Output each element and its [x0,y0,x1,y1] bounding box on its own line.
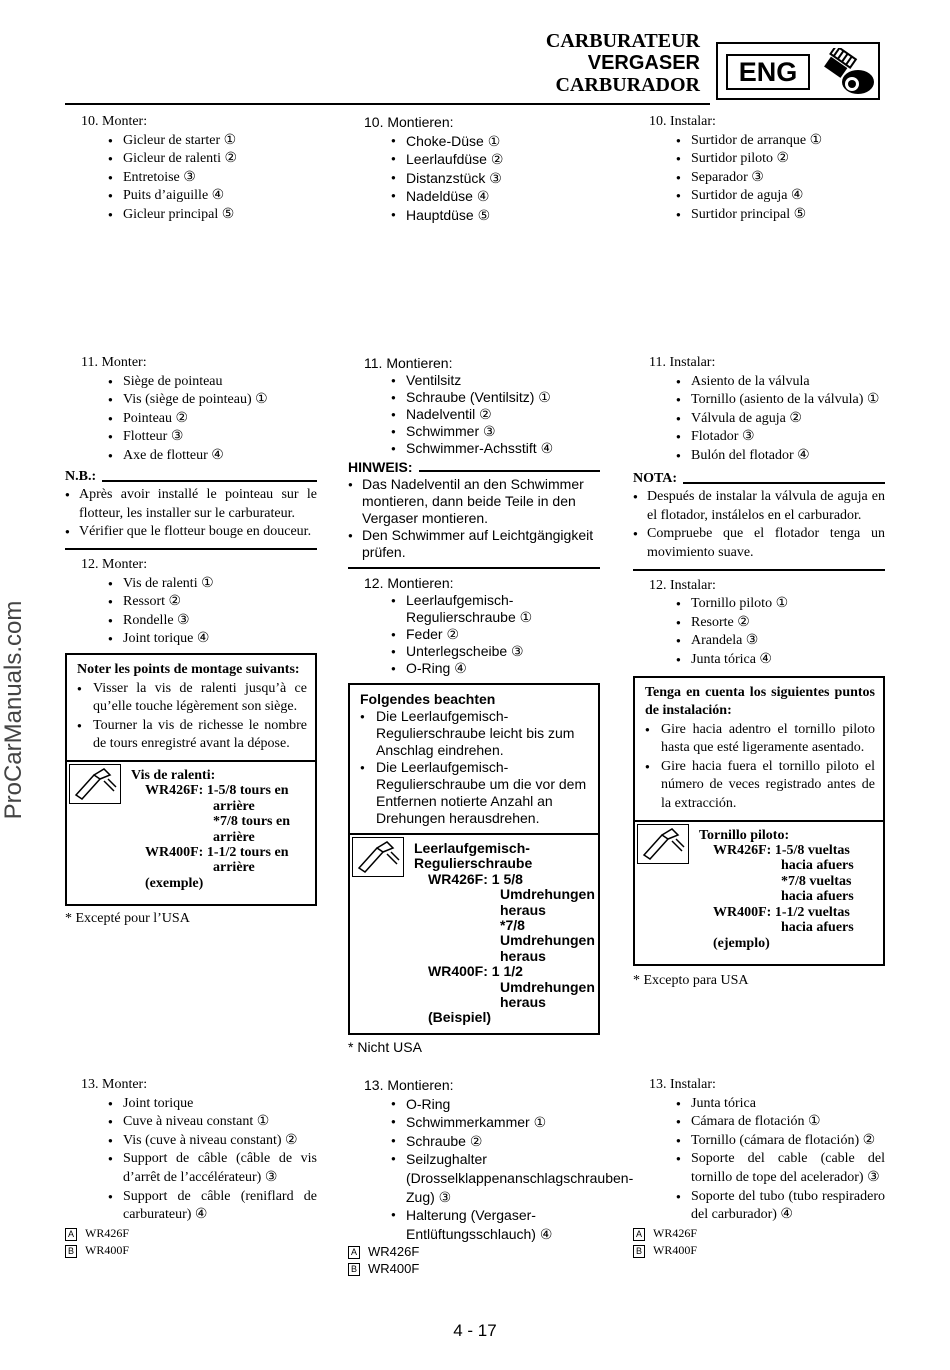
list-item: ● Leerlaufgemisch-Regulierschraube ① [348,592,600,626]
caliper-icon [352,837,404,877]
list-item: ● Válvula de aguja ② [633,410,885,429]
header-rule [65,103,710,105]
box-bullet: ● Gire hacia fuera el tornillo piloto el número de veces registrado antes de la extracción. [645,758,875,814]
footnote: * Nicht USA [348,1039,422,1055]
column-french [65,113,317,225]
list-item: ● Feder ② [348,626,600,643]
spec-line: *7/8 tours en [213,814,290,830]
step-12-head: 12. Montieren: [364,575,454,591]
list-item: ● Schraube ② [348,1132,600,1151]
list-item: ● Hauptdüse ⑤ [348,206,600,225]
spec-line: (exemple) [145,875,204,891]
chapter-badge [716,42,880,100]
list-item: ● Schwimmerkammer ① [348,1113,600,1132]
list-item: ● Surtidor de arranque ① [633,132,885,151]
list-item: ● Schraube (Ventilsitz) ① [348,389,600,406]
spec-title: Leerlaufgemisch-Regulierschraube [414,840,533,872]
footnote: * Excepto para USA [633,972,749,988]
spec-panel [67,760,315,904]
spec-line: *7/8 vueltas [781,873,852,889]
list-item: ● Gicleur principal ⑤ [65,206,317,225]
column-french-lower [65,354,317,928]
note-bullet: ● Compruebe que el flotador tenga un movimiento suave. [633,525,885,562]
note-bullet: ● Después de instalar la válvula de aguja en el flotador, instálelos en el carburador. [633,488,885,525]
spec-panel [635,820,883,964]
list-item: ● Support de câble (reniflard de carburateur) ④ [65,1188,317,1225]
list-item: ● Gicleur de starter ① [65,132,317,151]
spec-line: *7/8 Umdrehungen heraus [500,917,595,964]
spec-line: WR426F: 1-5/8 tours en [145,783,289,799]
spec-line: WR400F: 1-1/2 tours en [145,844,289,860]
list-item: ● Tornillo piloto ① [633,595,885,614]
step-11-head: 11. Monter: [81,355,147,370]
spec-line: Umdrehungen heraus [500,886,595,918]
engine-wrench-icon [818,48,876,96]
spec-line: WR426F: 1 5/8 [428,870,523,887]
list-item: ● O-Ring [348,1095,600,1114]
column-french-bottom [65,1076,317,1259]
chapter-title [546,30,700,96]
list-item: ● Halterung (Vergaser-Entlüftungsschlauch) ④ [348,1206,600,1243]
installation-points-box [633,676,885,966]
model-label-b: B WR400F [348,1260,600,1277]
list-item: ● Junta tórica ④ [633,651,885,670]
note-bullet: ● Den Schwimmer auf Leichtgängigkeit prüfen. [348,527,600,561]
note-end-rule [633,569,885,571]
side-watermark: ProCarManuals.com [0,600,27,820]
list-item: ● Distanzstück ③ [348,169,600,188]
step-10-head: 10. Instalar: [649,114,716,129]
model-label-a: A WR426F [348,1243,600,1260]
note-heading: HINWEIS: [348,459,600,476]
list-item: ● Tornillo (cámara de flotación) ② [633,1132,885,1151]
list-item: ● Gicleur de ralenti ② [65,150,317,169]
spec-title: Vis de ralenti: [131,767,216,783]
list-item: ● Ressort ② [65,593,317,612]
note-bullet: ● Après avoir installé le pointeau sur le flotteur, les installer sur le carburateur. [65,486,317,523]
step-13-head: 13. Instalar: [649,1077,716,1092]
list-item: ● Nadeldüse ④ [348,187,600,206]
list-item: ● Joint torique [65,1095,317,1114]
column-spanish-bottom [633,1076,885,1259]
model-label-b: B WR400F [65,1242,317,1259]
list-item: ● Junta tórica [633,1095,885,1114]
list-item: ● Cámara de flotación ① [633,1113,885,1132]
title-fr: CARBURATEUR [545,30,700,52]
installation-points-box [65,653,317,906]
box-title: Folgendes beachten [360,691,496,707]
step-13-head: 13. Monter: [81,1077,148,1092]
spec-line: (ejemplo) [713,935,770,951]
list-item: ● Seilzughalter (Drosselklappenanschlagschrauben-Zug) ③ [348,1150,600,1206]
list-item: ● Flotador ③ [633,428,885,447]
list-item: ● Ventilsitz [348,372,600,389]
spec-line: WR426F: 1-5/8 vueltas [713,843,850,859]
column-spanish [633,113,885,225]
list-item: ● Schwimmer-Achsstift ④ [348,440,600,457]
list-item: ● Puits d’aiguille ④ [65,187,317,206]
spec-title: Tornillo piloto: [699,827,790,843]
list-item: ● O-Ring ④ [348,660,600,677]
list-item: ● Asiento de la válvula [633,373,885,392]
list-item: ● Siège de pointeau [65,373,317,392]
list-item: ● Arandela ③ [633,632,885,651]
note-bullet: ● Das Nadelventil an den Schwimmer montieren, dann beide Teile in den Vergaser montieren. [348,476,600,527]
spec-line: WR400F: 1-1/2 vueltas [713,904,850,920]
step-11-head: 11. Instalar: [649,355,716,370]
list-item: ● Soporte del tubo (tubo respiradero del carburador) ④ [633,1188,885,1225]
column-german-lower [348,355,600,1056]
list-item: ● Separador ③ [633,169,885,188]
model-label-a: A WR426F [633,1225,885,1242]
list-item: ● Axe de flotteur ④ [65,447,317,466]
list-item: ● Pointeau ② [65,410,317,429]
spec-line: WR400F: 1 1/2 [428,963,523,980]
note-end-rule [65,548,317,550]
spec-line: arrière [213,860,255,876]
step-11-head: 11. Montieren: [364,355,453,371]
step-12-head: 12. Instalar: [649,577,716,593]
spec-line: arrière [213,798,255,814]
column-german [348,113,600,225]
box-title: Noter les points de montage suivants: [77,661,300,677]
step-12-head: 12. Monter: [81,556,148,572]
list-item: ● Tornillo (asiento de la válvula) ① [633,391,885,410]
list-item: ● Joint torique ④ [65,630,317,649]
list-item: ● Soporte del cable (cable del tornillo de tope del acelerador) ③ [633,1150,885,1187]
spec-line: Umdrehungen heraus [500,978,595,1011]
badge-label: ENG [726,54,810,90]
title-es: CARBURADOR [555,74,700,96]
list-item: ● Surtidor piloto ② [633,150,885,169]
list-item: ● Flotteur ③ [65,428,317,447]
step-13-head: 13. Montieren: [364,1077,454,1093]
title-de: VERGASER [587,52,700,74]
list-item: ● Choke-Düse ① [348,132,600,151]
list-item: ● Entretoise ③ [65,169,317,188]
list-item: ● Rondelle ③ [65,612,317,631]
caliper-icon [637,824,689,864]
box-bullet: ● Die Leerlaufgemisch-Regulierschraube leicht bis zum Anschlag eindrehen. [360,708,590,759]
box-bullet: ● Gire hacia adentro el tornillo piloto hasta que esté ligeramente asentado. [645,721,875,758]
note-bullet: ● Vérifier que le flotteur bouge en douceur. [65,523,317,542]
footnote: * Excepté pour l’USA [65,910,190,926]
list-item: ● Support de câble (câble de vis d’arrêt de l’accélérateur) ③ [65,1150,317,1187]
list-item: ● Resorte ② [633,614,885,633]
box-bullet: ● Visser la vis de ralenti jusqu’à ce qu’elle touche légèrement son siège. [77,680,307,717]
model-label-a: A WR426F [65,1225,317,1242]
list-item: ● Schwimmer ③ [348,423,600,440]
step-10-head: 10. Monter: [81,114,148,129]
spec-panel [350,833,598,1033]
note-heading: N.B.: [65,468,317,487]
page-number: 4 - 17 [453,1321,497,1340]
caliper-icon [69,764,121,804]
list-item: ● Vis (cuve à niveau constant) ② [65,1132,317,1151]
box-bullet: ● Tourner la vis de richesse le nombre de tours enregistré avant la dépose. [77,717,307,754]
spec-line: hacia afuers [781,889,854,905]
list-item: ● Vis (siège de pointeau) ① [65,391,317,410]
model-label-b: B WR400F [633,1242,885,1259]
spec-line: hacia afuers [781,858,854,874]
column-spanish-lower [633,354,885,990]
list-item: ● Unterlegscheibe ③ [348,643,600,660]
list-item: ● Bulón del flotador ④ [633,447,885,466]
spec-line: (Beispiel) [428,1009,492,1026]
list-item: ● Surtidor principal ⑤ [633,206,885,225]
note-end-rule [348,567,600,569]
installation-points-box [348,683,600,1035]
spec-line: hacia afuers [781,920,854,936]
list-item: ● Leerlaufdüse ② [348,150,600,169]
box-bullet: ● Die Leerlaufgemisch-Regulierschraube um die vor dem Entfernen notierte Anzahl an Drehungen herausdrehen. [360,759,590,827]
list-item: ● Vis de ralenti ① [65,575,317,594]
spec-line: arrière [213,829,255,845]
step-10-head: 10. Montieren: [364,114,454,130]
box-title: Tenga en cuenta los siguientes puntos de instalación: [645,684,875,719]
note-heading: NOTA: [633,470,885,489]
list-item: ● Cuve à niveau constant ① [65,1113,317,1132]
list-item: ● Nadelventil ② [348,406,600,423]
list-item: ● Surtidor de aguja ④ [633,187,885,206]
column-german-bottom [348,1076,634,1277]
